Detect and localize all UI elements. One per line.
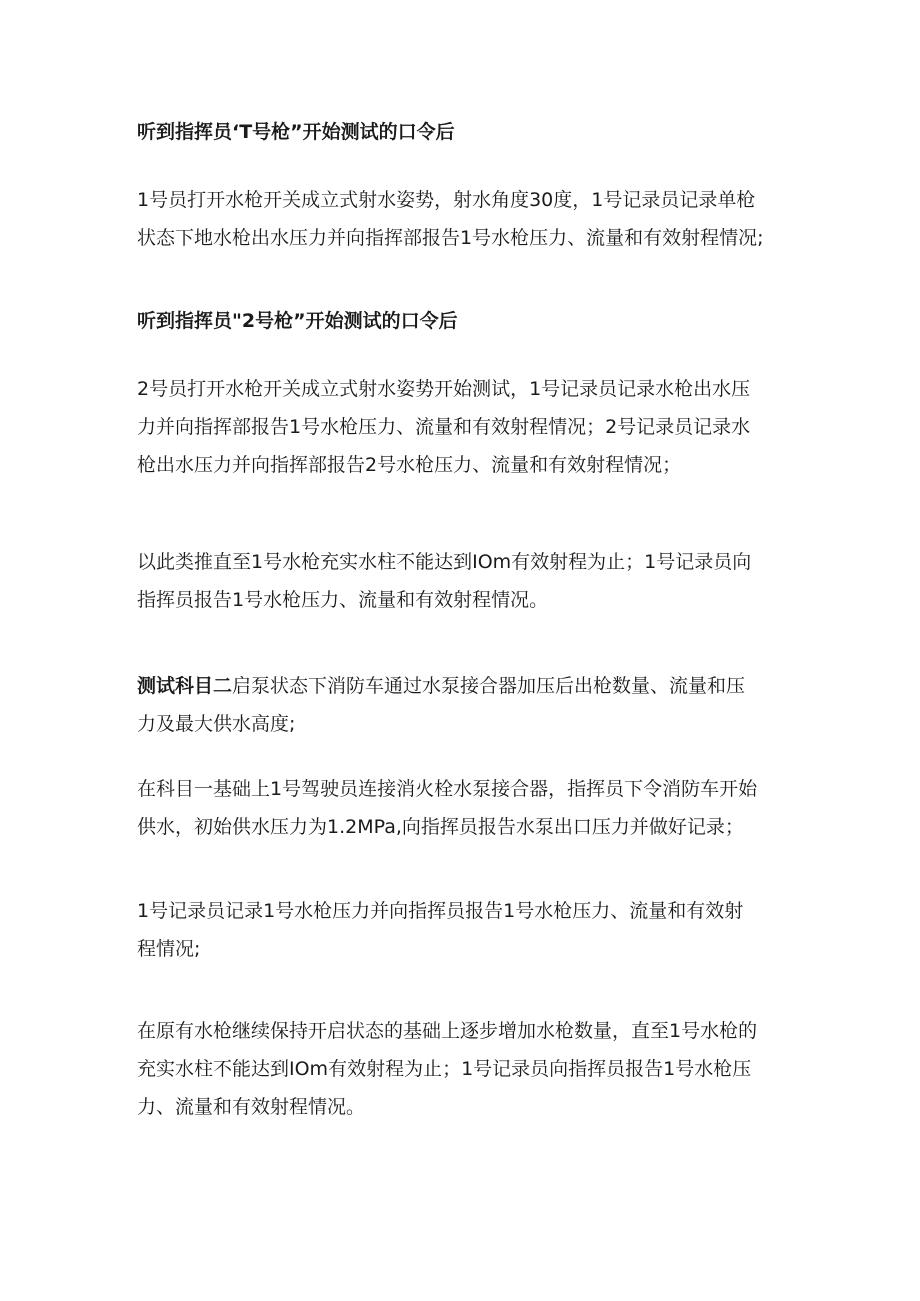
section-heading-gun-2	[137, 302, 787, 340]
paragraph-line: 在科目一基础上1号驾驶员连接消火栓水泵接合器，指挥员下令消防车开始	[137, 778, 758, 800]
paragraph-line: 力及最大供水高度;	[137, 713, 296, 735]
paragraph-and-so-on	[137, 543, 787, 619]
paragraph-recorder-report	[137, 892, 787, 968]
paragraph-line: 力、流量和有效射程情况。	[137, 1096, 366, 1118]
bold-lead-text: 测试科目二	[137, 675, 233, 697]
paragraph-driver-connect	[137, 770, 787, 846]
paragraph-test-subject-two	[137, 667, 787, 743]
paragraph-line: 力并向指挥部报告1号水枪压力、流量和有效射程情况；2号记录员记录水	[137, 416, 751, 438]
section-heading-gun-1	[137, 113, 787, 151]
paragraph-line: 供水，初始供水压力为1.2MPa,向指挥员报告水泵出口压力并做好记录；	[137, 816, 744, 838]
paragraph-line: 以此类推直至1号水枪充实水柱不能达到IOm有效射程为止；1号记录员向	[137, 551, 752, 573]
paragraph-increase-guns	[137, 1012, 787, 1126]
paragraph-line: 1号员打开水枪开关成立式射水姿势，射水角度30度，1号记录员记录单枪	[137, 189, 756, 211]
paragraph-line: 2号员打开水枪开关成立式射水姿势开始测试，1号记录员记录水枪出水压	[137, 378, 751, 400]
lead-rest-text: 启泵状态下消防车通过水泵接合器加压后出枪数量、流量和压	[232, 675, 746, 697]
paragraph-line: 充实水柱不能达到IOm有效射程为止；1号记录员向指挥员报告1号水枪压	[137, 1058, 752, 1080]
heading-text: 听到指挥员‘T号枪”开始测试的口令后	[137, 121, 455, 143]
paragraph-line: 枪出水压力并向指挥部报告2号水枪压力、流量和有效射程情况；	[137, 454, 682, 476]
paragraph-line: 指挥员报告1号水枪压力、流量和有效射程情况。	[137, 589, 549, 611]
paragraph-line: 在原有水枪继续保持开启状态的基础上逐步增加水枪数量，直至1号水枪的	[137, 1020, 758, 1042]
paragraph-line: 程情况;	[137, 938, 201, 960]
paragraph-line: 状态下地水枪出水压力并向指挥部报告1号水枪压力、流量和有效射程情况;	[137, 227, 764, 249]
heading-text: 听到指挥员"2号枪”开始测试的口令后	[137, 310, 458, 332]
paragraph-gun-1-test	[137, 181, 787, 257]
paragraph-gun-2-test	[137, 370, 787, 484]
paragraph-line	[137, 667, 787, 705]
paragraph-line: 1号记录员记录1号水枪压力并向指挥员报告1号水枪压力、流量和有效射	[137, 900, 744, 922]
